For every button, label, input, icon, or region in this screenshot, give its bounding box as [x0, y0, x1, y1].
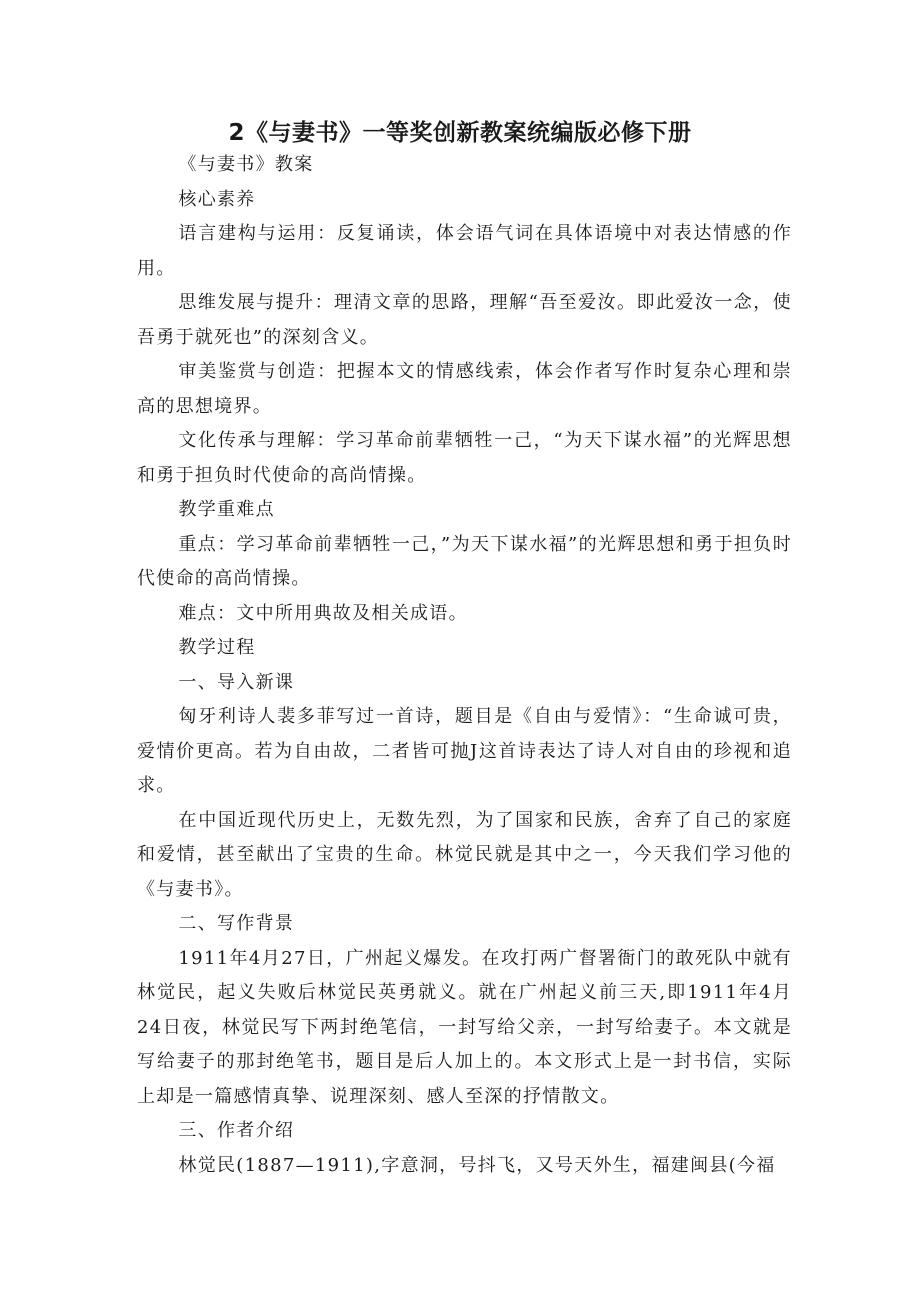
teaching-process-heading: 教学过程	[178, 637, 256, 658]
core-literacy-heading: 核心素养	[178, 188, 256, 210]
section-3-heading: 三、作者介绍	[178, 1120, 295, 1141]
author-paragraph: 林觉民(1887—1911),字意洞，号抖飞，又号天外生，福建闽县(今福	[178, 1154, 776, 1176]
intro-paragraph-2: 在中国近现代历史上，无数先烈，为了国家和民族，舍弃了自己的家庭和爱情，甚至献出了宝贵的生命。林觉民就是其中之一，今天我们学习他的《与妻书》。	[137, 809, 792, 900]
key-points-heading: 教学重难点	[178, 499, 275, 520]
background-paragraph: 1911年4月27日，广州起义爆发。在攻打两广督署衙门的敢死队中就有林觉民，起义失败后林觉民英勇就义。就在广州起义前三天,即1911年4月24日夜，林觉民写下两封绝笔信，一封写给父亲，一封写给妻子。本文就是写给妻子的那封绝笔书，题目是后人加上的。本文形式上是一封书信，实际上却是一篇感情真挚、说理深刻、感人至深的抒情散文。	[137, 947, 792, 1107]
intro-paragraph-1: 匈牙利诗人裴多菲写过一首诗，题目是《自由与爱情》：“生命诚可贵，爱情价更高。若为自由故，二者皆可抛J这首诗表达了诗人对自由的珍视和追求。	[137, 706, 792, 796]
section-1-heading: 一、导入新课	[178, 671, 295, 693]
section-2-heading: 二、写作背景	[178, 913, 295, 934]
culture-objective: 文化传承与理解：学习革命前辈牺牲一己，“为天下谋水福”的光辉思想和勇于担负时代使命的高尚情操。	[137, 430, 792, 486]
language-objective: 语言建构与运用：反复诵读，体会语气词在具体语境中对表达情感的作用。	[137, 223, 792, 279]
aesthetic-objective: 审美鉴赏与创造：把握本文的情感线索，体会作者写作时复杂心理和崇高的思想境界。	[137, 361, 792, 417]
document-body	[137, 148, 792, 1183]
difficult-point: 难点：文中所用典故及相关成语。	[178, 602, 468, 624]
lesson-plan-heading: 《与妻书》教案	[178, 154, 314, 175]
key-point: 重点：学习革命前辈牺牲一己，”为天下谋水福”的光辉思想和勇于担负时代使命的高尚情操。	[137, 533, 792, 589]
document-title: 2《与妻书》一等奖创新教案统编版必修下册	[228, 120, 692, 146]
thinking-objective: 思维发展与提升：理清文章的思路，理解“吾至爱汝。即此爱汝一念，使吾勇于就死也”的深刻含义。	[137, 292, 792, 348]
